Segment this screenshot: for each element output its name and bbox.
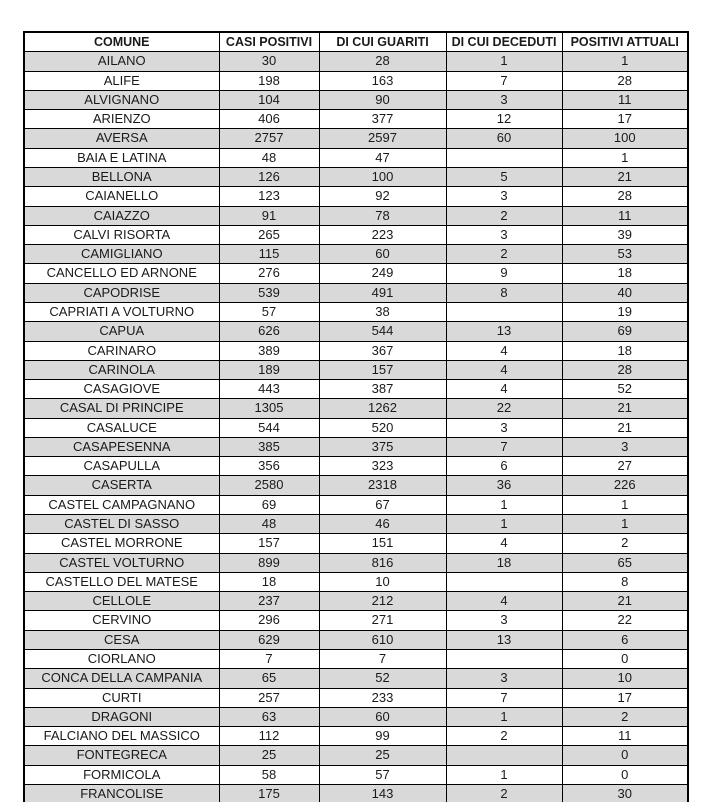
value-cell: 52 (562, 380, 688, 399)
value-cell: 2597 (319, 129, 446, 148)
table-row (24, 302, 688, 321)
table-row (24, 765, 688, 784)
table-row (24, 650, 688, 669)
value-cell: 4 (446, 592, 562, 611)
value-cell: 63 (219, 707, 319, 726)
value-cell: 520 (319, 418, 446, 437)
value-cell: 28 (319, 52, 446, 71)
value-cell: 21 (562, 167, 688, 186)
value-cell: 60 (319, 245, 446, 264)
comune-cell: ALVIGNANO (24, 90, 219, 109)
value-cell: 1 (446, 52, 562, 71)
value-cell: 223 (319, 225, 446, 244)
table-row (24, 457, 688, 476)
table-row (24, 746, 688, 765)
value-cell: 1 (562, 148, 688, 167)
table-row (24, 148, 688, 167)
value-cell: 4 (446, 380, 562, 399)
table-row (24, 360, 688, 379)
value-cell: 47 (319, 148, 446, 167)
value-cell: 65 (219, 669, 319, 688)
table-row (24, 515, 688, 534)
table-row (24, 225, 688, 244)
column-header-di-cui-guariti: DI CUI GUARITI (319, 32, 446, 52)
column-header-casi-positivi: CASI POSITIVI (219, 32, 319, 52)
value-cell: 18 (562, 341, 688, 360)
comune-cell: CAIAZZO (24, 206, 219, 225)
value-cell: 899 (219, 553, 319, 572)
value-cell: 1 (446, 707, 562, 726)
value-cell: 18 (562, 264, 688, 283)
value-cell: 7 (446, 71, 562, 90)
value-cell: 629 (219, 630, 319, 649)
table-row (24, 476, 688, 495)
value-cell: 323 (319, 457, 446, 476)
value-cell: 3 (446, 669, 562, 688)
value-cell: 18 (219, 572, 319, 591)
comune-cell: CAPODRISE (24, 283, 219, 302)
table-row (24, 283, 688, 302)
value-cell: 7 (319, 650, 446, 669)
comune-cell: AILANO (24, 52, 219, 71)
value-cell (446, 650, 562, 669)
value-cell: 356 (219, 457, 319, 476)
value-cell: 11 (562, 727, 688, 746)
comune-cell: FALCIANO DEL MASSICO (24, 727, 219, 746)
table-row (24, 592, 688, 611)
value-cell: 367 (319, 341, 446, 360)
comune-cell: CANCELLO ED ARNONE (24, 264, 219, 283)
comune-cell: BELLONA (24, 167, 219, 186)
table-row (24, 688, 688, 707)
table-row (24, 341, 688, 360)
value-cell: 17 (562, 110, 688, 129)
value-cell: 60 (446, 129, 562, 148)
comune-cell: CASALUCE (24, 418, 219, 437)
table-row (24, 110, 688, 129)
value-cell: 46 (319, 515, 446, 534)
value-cell: 5 (446, 167, 562, 186)
table-row (24, 669, 688, 688)
value-cell: 1 (446, 495, 562, 514)
comune-cell: CESA (24, 630, 219, 649)
value-cell: 233 (319, 688, 446, 707)
value-cell: 25 (319, 746, 446, 765)
value-cell: 9 (446, 264, 562, 283)
value-cell: 65 (562, 553, 688, 572)
table-row (24, 322, 688, 341)
value-cell: 2 (446, 784, 562, 802)
value-cell: 11 (562, 90, 688, 109)
value-cell: 4 (446, 534, 562, 553)
value-cell: 57 (319, 765, 446, 784)
comune-cell: CASAPULLA (24, 457, 219, 476)
comune-cell: DRAGONI (24, 707, 219, 726)
value-cell: 0 (562, 765, 688, 784)
value-cell: 2318 (319, 476, 446, 495)
value-cell: 17 (562, 688, 688, 707)
value-cell: 104 (219, 90, 319, 109)
value-cell: 544 (319, 322, 446, 341)
value-cell: 8 (562, 572, 688, 591)
comune-cell: CASTEL DI SASSO (24, 515, 219, 534)
comune-cell: CURTI (24, 688, 219, 707)
comune-cell: CASAL DI PRINCIPE (24, 399, 219, 418)
comune-cell: CARINARO (24, 341, 219, 360)
table-row (24, 129, 688, 148)
comune-cell: CASAPESENNA (24, 437, 219, 456)
value-cell: 189 (219, 360, 319, 379)
value-cell: 375 (319, 437, 446, 456)
value-cell: 13 (446, 322, 562, 341)
value-cell: 163 (319, 71, 446, 90)
comune-cell: ALIFE (24, 71, 219, 90)
value-cell: 1305 (219, 399, 319, 418)
column-header-comune: COMUNE (24, 32, 219, 52)
value-cell: 90 (319, 90, 446, 109)
value-cell: 385 (219, 437, 319, 456)
value-cell: 78 (319, 206, 446, 225)
value-cell (446, 148, 562, 167)
value-cell: 2 (562, 707, 688, 726)
value-cell: 28 (562, 71, 688, 90)
value-cell: 626 (219, 322, 319, 341)
value-cell: 544 (219, 418, 319, 437)
value-cell: 539 (219, 283, 319, 302)
value-cell: 28 (562, 360, 688, 379)
value-cell: 3 (446, 90, 562, 109)
value-cell: 100 (319, 167, 446, 186)
value-cell: 6 (446, 457, 562, 476)
value-cell: 22 (446, 399, 562, 418)
comune-cell: CASTELLO DEL MATESE (24, 572, 219, 591)
table-row (24, 611, 688, 630)
value-cell: 58 (219, 765, 319, 784)
value-cell: 296 (219, 611, 319, 630)
value-cell (446, 572, 562, 591)
comune-cell: CARINOLA (24, 360, 219, 379)
column-header-di-cui-deceduti: DI CUI DECEDUTI (446, 32, 562, 52)
value-cell: 443 (219, 380, 319, 399)
column-header-positivi-attuali: POSITIVI ATTUALI (562, 32, 688, 52)
value-cell: 816 (319, 553, 446, 572)
table-row (24, 264, 688, 283)
comune-cell: CAPUA (24, 322, 219, 341)
comune-cell: FONTEGRECA (24, 746, 219, 765)
value-cell: 6 (562, 630, 688, 649)
comune-cell: CERVINO (24, 611, 219, 630)
value-cell: 610 (319, 630, 446, 649)
value-cell: 3 (562, 437, 688, 456)
value-cell: 21 (562, 592, 688, 611)
value-cell: 60 (319, 707, 446, 726)
comune-cell: CASTEL MORRONE (24, 534, 219, 553)
value-cell: 126 (219, 167, 319, 186)
value-cell: 175 (219, 784, 319, 802)
value-cell: 2757 (219, 129, 319, 148)
value-cell (446, 746, 562, 765)
table-row (24, 399, 688, 418)
comune-cell: CASERTA (24, 476, 219, 495)
value-cell: 1262 (319, 399, 446, 418)
value-cell: 3 (446, 611, 562, 630)
comune-cell: CASTEL CAMPAGNANO (24, 495, 219, 514)
value-cell: 91 (219, 206, 319, 225)
header-row (24, 32, 688, 52)
value-cell: 237 (219, 592, 319, 611)
value-cell: 99 (319, 727, 446, 746)
value-cell: 69 (562, 322, 688, 341)
value-cell: 28 (562, 187, 688, 206)
value-cell: 2 (562, 534, 688, 553)
comune-cell: FORMICOLA (24, 765, 219, 784)
value-cell: 1 (562, 515, 688, 534)
table-row (24, 572, 688, 591)
value-cell: 30 (219, 52, 319, 71)
value-cell: 1 (562, 495, 688, 514)
value-cell: 1 (446, 515, 562, 534)
value-cell: 7 (219, 650, 319, 669)
value-cell: 40 (562, 283, 688, 302)
value-cell: 491 (319, 283, 446, 302)
value-cell: 3 (446, 418, 562, 437)
value-cell: 48 (219, 148, 319, 167)
value-cell: 27 (562, 457, 688, 476)
table-row (24, 437, 688, 456)
value-cell: 265 (219, 225, 319, 244)
value-cell: 7 (446, 688, 562, 707)
value-cell: 198 (219, 71, 319, 90)
value-cell (446, 302, 562, 321)
value-cell: 30 (562, 784, 688, 802)
value-cell: 67 (319, 495, 446, 514)
value-cell: 4 (446, 341, 562, 360)
comune-cell: CAMIGLIANO (24, 245, 219, 264)
table-row (24, 245, 688, 264)
value-cell: 115 (219, 245, 319, 264)
value-cell: 157 (319, 360, 446, 379)
value-cell: 1 (446, 765, 562, 784)
value-cell: 48 (219, 515, 319, 534)
value-cell: 1 (562, 52, 688, 71)
value-cell: 276 (219, 264, 319, 283)
value-cell: 21 (562, 399, 688, 418)
value-cell: 257 (219, 688, 319, 707)
comune-cell: AVERSA (24, 129, 219, 148)
table-row (24, 71, 688, 90)
value-cell: 92 (319, 187, 446, 206)
value-cell: 271 (319, 611, 446, 630)
value-cell: 0 (562, 650, 688, 669)
comune-cell: CONCA DELLA CAMPANIA (24, 669, 219, 688)
table-row (24, 553, 688, 572)
value-cell: 2 (446, 727, 562, 746)
table-row (24, 167, 688, 186)
table-row (24, 418, 688, 437)
comune-cell: CAPRIATI A VOLTURNO (24, 302, 219, 321)
comune-cell: CASTEL VOLTURNO (24, 553, 219, 572)
comune-cell: CELLOLE (24, 592, 219, 611)
table-row (24, 707, 688, 726)
table-row (24, 495, 688, 514)
comune-cell: BAIA E LATINA (24, 148, 219, 167)
value-cell: 7 (446, 437, 562, 456)
table-row (24, 380, 688, 399)
table-row (24, 784, 688, 802)
comune-cell: CASAGIOVE (24, 380, 219, 399)
value-cell: 389 (219, 341, 319, 360)
value-cell: 39 (562, 225, 688, 244)
value-cell: 52 (319, 669, 446, 688)
value-cell: 4 (446, 360, 562, 379)
value-cell: 25 (219, 746, 319, 765)
value-cell: 19 (562, 302, 688, 321)
value-cell: 18 (446, 553, 562, 572)
value-cell: 3 (446, 187, 562, 206)
comune-cell: FRANCOLISE (24, 784, 219, 802)
value-cell: 53 (562, 245, 688, 264)
comune-cell: CIORLANO (24, 650, 219, 669)
value-cell: 13 (446, 630, 562, 649)
value-cell: 143 (319, 784, 446, 802)
value-cell: 2580 (219, 476, 319, 495)
value-cell: 12 (446, 110, 562, 129)
covid-table-container (23, 31, 689, 802)
value-cell: 212 (319, 592, 446, 611)
table-row (24, 187, 688, 206)
value-cell: 377 (319, 110, 446, 129)
comune-cell: ARIENZO (24, 110, 219, 129)
table-row (24, 206, 688, 225)
comune-cell: CALVI RISORTA (24, 225, 219, 244)
value-cell: 112 (219, 727, 319, 746)
value-cell: 8 (446, 283, 562, 302)
value-cell: 38 (319, 302, 446, 321)
value-cell: 2 (446, 245, 562, 264)
value-cell: 57 (219, 302, 319, 321)
value-cell: 406 (219, 110, 319, 129)
value-cell: 151 (319, 534, 446, 553)
table-row (24, 52, 688, 71)
value-cell: 249 (319, 264, 446, 283)
table-row (24, 630, 688, 649)
value-cell: 69 (219, 495, 319, 514)
value-cell: 387 (319, 380, 446, 399)
covid-cases-table (23, 31, 689, 802)
value-cell: 2 (446, 206, 562, 225)
comune-cell: CAIANELLO (24, 187, 219, 206)
value-cell: 21 (562, 418, 688, 437)
value-cell: 157 (219, 534, 319, 553)
value-cell: 11 (562, 206, 688, 225)
value-cell: 100 (562, 129, 688, 148)
value-cell: 226 (562, 476, 688, 495)
value-cell: 123 (219, 187, 319, 206)
value-cell: 0 (562, 746, 688, 765)
value-cell: 3 (446, 225, 562, 244)
value-cell: 22 (562, 611, 688, 630)
table-row (24, 90, 688, 109)
table-row (24, 534, 688, 553)
value-cell: 10 (562, 669, 688, 688)
table-row (24, 727, 688, 746)
value-cell: 36 (446, 476, 562, 495)
value-cell: 10 (319, 572, 446, 591)
